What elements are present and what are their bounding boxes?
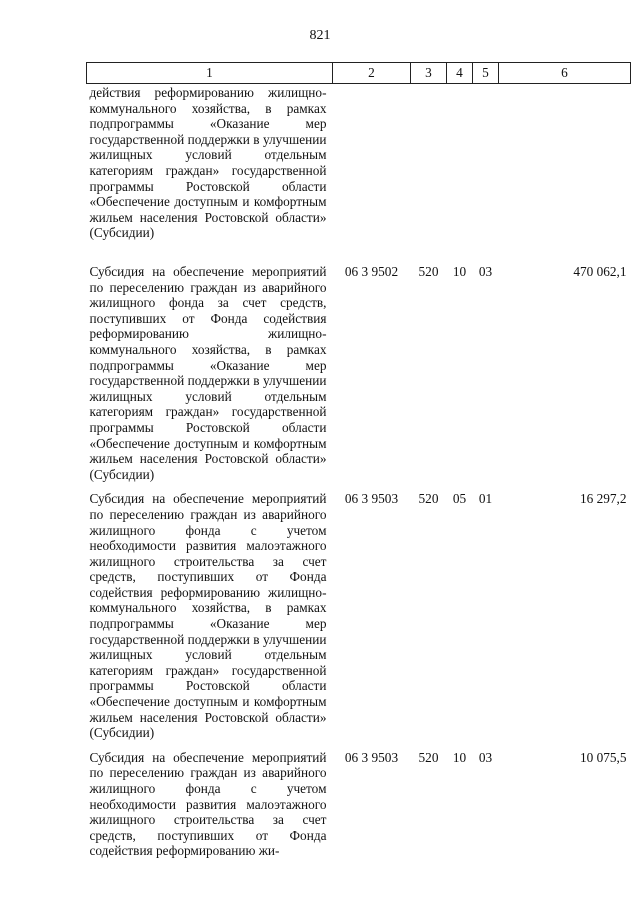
row-subsection: 03 bbox=[478, 264, 493, 279]
row-subsection: 03 bbox=[478, 749, 493, 765]
row-type: 520 bbox=[418, 749, 439, 765]
row-amount: 10 075,5 bbox=[579, 749, 627, 765]
row-subsection bbox=[473, 84, 499, 256]
column-header-code: 2 bbox=[333, 63, 411, 84]
row-type: 520 bbox=[418, 264, 439, 279]
row-description: Субсидия на обеспечение мероприятий по переселению граждан из аварийного жилищного фонда за счет средств, поступивших от Фонда содействия реформированию жилищно-коммунального хозяйства, в рамках подпрограммы «Оказание мер государственной поддержки в улучшении жилищных условий отдельным категориям граждан» государственной программы Ростовской области «Обеспечение доступным и комфортным жильем населения Ростовской области» (Субсидии) bbox=[89, 264, 327, 482]
row-section bbox=[447, 84, 473, 256]
row-code: 06 3 9503 bbox=[344, 491, 399, 507]
row-description: действия реформированию жилищно-коммунального хозяйства, в рамках подпрограммы «Оказание мер государственной поддержки в улучшении жилищных условий отдельным категориям граждан» государственной программы Ростовской области «Обеспечение доступным и комфортным жильем населения Ростовской области» (Субсидии) bbox=[89, 85, 327, 241]
row-amount bbox=[499, 84, 631, 256]
column-header-type: 3 bbox=[411, 63, 447, 84]
column-header-amount: 6 bbox=[499, 63, 631, 84]
row-amount: 16 297,2 bbox=[579, 491, 627, 507]
row-section: 10 bbox=[452, 749, 467, 765]
table-header-row bbox=[87, 63, 631, 84]
table-row bbox=[87, 741, 631, 859]
table-row bbox=[87, 84, 631, 256]
row-description: Субсидия на обеспечение мероприятий по переселению граждан из аварийного жилищного фонда с учетом необходимости развития малоэтажного жилищного строительства за счет средств, поступивших от Фонда содействия реформированию жи- bbox=[89, 749, 327, 859]
page-number: 821 bbox=[309, 28, 331, 43]
row-description: Субсидия на обеспечение мероприятий по переселению граждан из аварийного жилищного фонда с учетом необходимости развития малоэтажного жилищного строительства за счет средств, поступивших от Фонда содействия реформированию жилищно-коммунального хозяйства, в рамках подпрограммы «Оказание мер государственной поддержки в улучшении жилищных условий отдельным категориям граждан» государственной программы Ростовской области «Обеспечение доступным и комфортным жильем населения Ростовской области» (Субсидии) bbox=[89, 491, 327, 741]
row-type: 520 bbox=[418, 491, 439, 507]
column-header-subsection: 5 bbox=[473, 63, 499, 84]
column-header-section: 4 bbox=[447, 63, 473, 84]
column-header-description: 1 bbox=[87, 63, 333, 84]
table-row bbox=[87, 255, 631, 482]
table-row bbox=[87, 482, 631, 741]
row-code: 06 3 9502 bbox=[344, 264, 399, 279]
row-type bbox=[411, 84, 447, 256]
budget-table bbox=[86, 62, 631, 859]
row-code bbox=[333, 84, 411, 256]
row-section: 05 bbox=[452, 491, 467, 507]
row-section: 10 bbox=[452, 264, 467, 279]
row-amount: 470 062,1 bbox=[573, 264, 627, 279]
row-code: 06 3 9503 bbox=[344, 749, 399, 765]
row-subsection: 01 bbox=[478, 491, 493, 507]
